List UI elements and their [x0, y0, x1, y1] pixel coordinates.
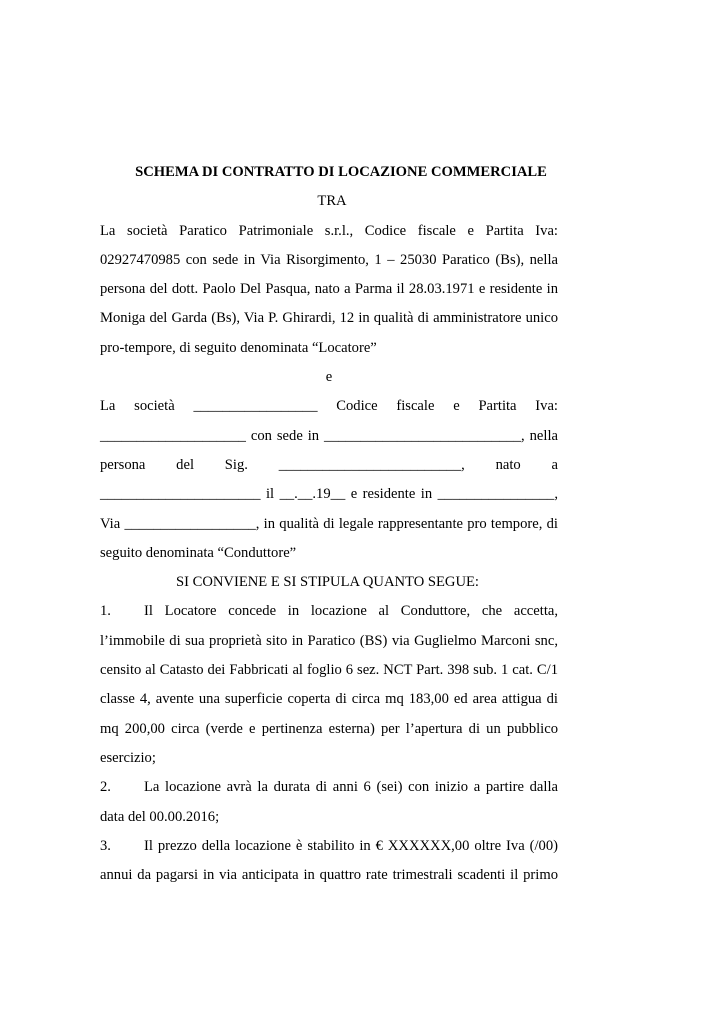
clause-line: [100, 773, 558, 802]
tenant-line: ______________________ il __.__.19__ e residente in ________________,: [100, 486, 558, 503]
landlord-line: pro-tempore, di seguito denominata “Locatore”: [100, 339, 377, 356]
tenant-line: seguito denominata “Conduttore”: [100, 544, 297, 561]
clauses-heading: SI CONVIENE E SI STIPULA QUANTO SEGUE:: [176, 574, 479, 591]
clause-line: esercizio;: [100, 749, 156, 766]
landlord-line: Moniga del Garda (Bs), Via P. Ghirardi, 12 in qualità di amministratore unico: [100, 310, 558, 327]
clause-line: [100, 832, 558, 861]
clause-1: [100, 597, 558, 773]
clause-line: [100, 597, 558, 626]
clause-number: 1.: [100, 603, 111, 620]
tenant-line: persona del Sig. _________________________, nato a: [100, 456, 558, 473]
clause-line: censito al Catasto dei Fabbricati al foglio 6 sez. NCT Part. 398 sub. 1 cat. C/1: [100, 662, 558, 679]
tenant-line: La società _________________ Codice fiscale e Partita Iva:: [100, 398, 558, 415]
tenant-paragraph: [100, 392, 558, 568]
tenant-line: Via __________________, in qualità di legale rappresentante pro tempore, di: [100, 515, 558, 532]
clause-number: 2.: [100, 779, 111, 796]
between-label: TRA: [317, 193, 347, 210]
clause-3: [100, 832, 558, 891]
landlord-line: La società Paratico Patrimoniale s.r.l., Codice fiscale e Partita Iva:: [100, 222, 558, 239]
contract-title: SCHEMA DI CONTRATTO DI LOCAZIONE COMMERCIALE: [135, 164, 547, 180]
clause-line: classe 4, avente una superficie coperta di circa mq 183,00 ed area attigua di: [100, 691, 558, 708]
clause-line: l’immobile di sua proprietà sito in Paratico (BS) via Guglielmo Marconi snc,: [100, 632, 558, 649]
clause-2: [100, 773, 558, 832]
clause-text: Il Locatore concede in locazione al Conduttore, che accetta,: [144, 603, 558, 620]
clause-number: 3.: [100, 837, 111, 854]
clause-line: mq 200,00 circa (verde e pertinenza esterna) per l’apertura di un pubblico: [100, 720, 558, 737]
clause-line: annui da pagarsi in via anticipata in quattro rate trimestrali scadenti il primo: [100, 867, 558, 884]
clause-text: Il prezzo della locazione è stabilito in € XXXXXX,00 oltre Iva (/00): [144, 837, 558, 854]
contract-page: [100, 158, 558, 890]
tenant-line: ____________________ con sede in ___________________________, nella: [100, 427, 558, 444]
landlord-line: persona del dott. Paolo Del Pasqua, nato a Parma il 28.03.1971 e residente in: [100, 281, 558, 298]
clause-line: data del 00.00.2016;: [100, 808, 220, 825]
and-label: e: [325, 369, 333, 386]
clause-text: La locazione avrà la durata di anni 6 (sei) con inizio a partire dalla: [144, 779, 558, 796]
landlord-line: 02927470985 con sede in Via Risorgimento, 1 – 25030 Paratico (Bs), nella: [100, 251, 558, 268]
landlord-paragraph: [100, 217, 558, 363]
